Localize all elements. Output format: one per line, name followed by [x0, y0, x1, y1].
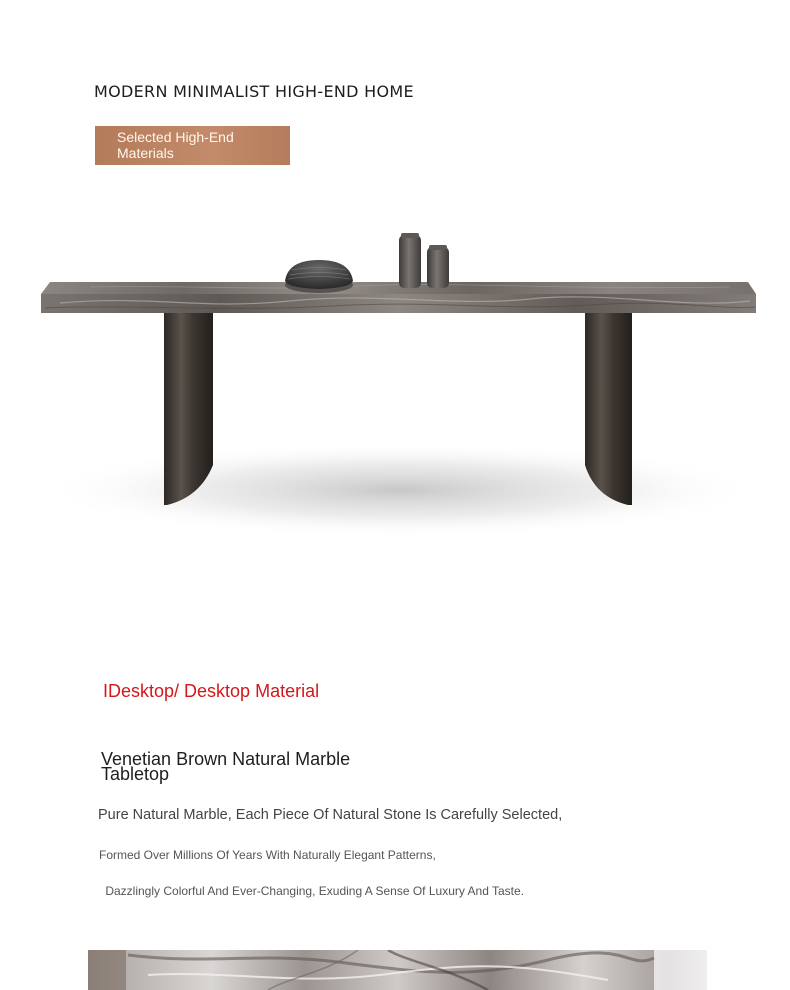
description-line-1: Pure Natural Marble, Each Piece Of Natural Stone Is Carefully Selected,: [98, 807, 563, 823]
marble-texture-image: [88, 950, 707, 990]
description-line-3: Dazzlingly Colorful And Ever-Changing, Exuding A Sense Of Luxury And Taste.: [102, 884, 525, 898]
page-title: MODERN MINIMALIST HIGH-END HOME: [94, 82, 414, 101]
badge-label-line-1: Selected High-End: [117, 129, 234, 145]
product-name: [101, 749, 351, 784]
materials-badge: [95, 126, 290, 165]
marble-dining-table-image: [30, 215, 770, 555]
product-name-line-1: Venetian Brown Natural Marble: [101, 749, 351, 769]
section-title-desktop-material: IDesktop/ Desktop Material: [103, 681, 320, 701]
description-line-2: Formed Over Millions Of Years With Naturally Elegant Patterns,: [99, 848, 436, 862]
badge-label-line-2: Materials: [117, 145, 174, 161]
product-name-line-2: Tabletop: [101, 764, 170, 784]
